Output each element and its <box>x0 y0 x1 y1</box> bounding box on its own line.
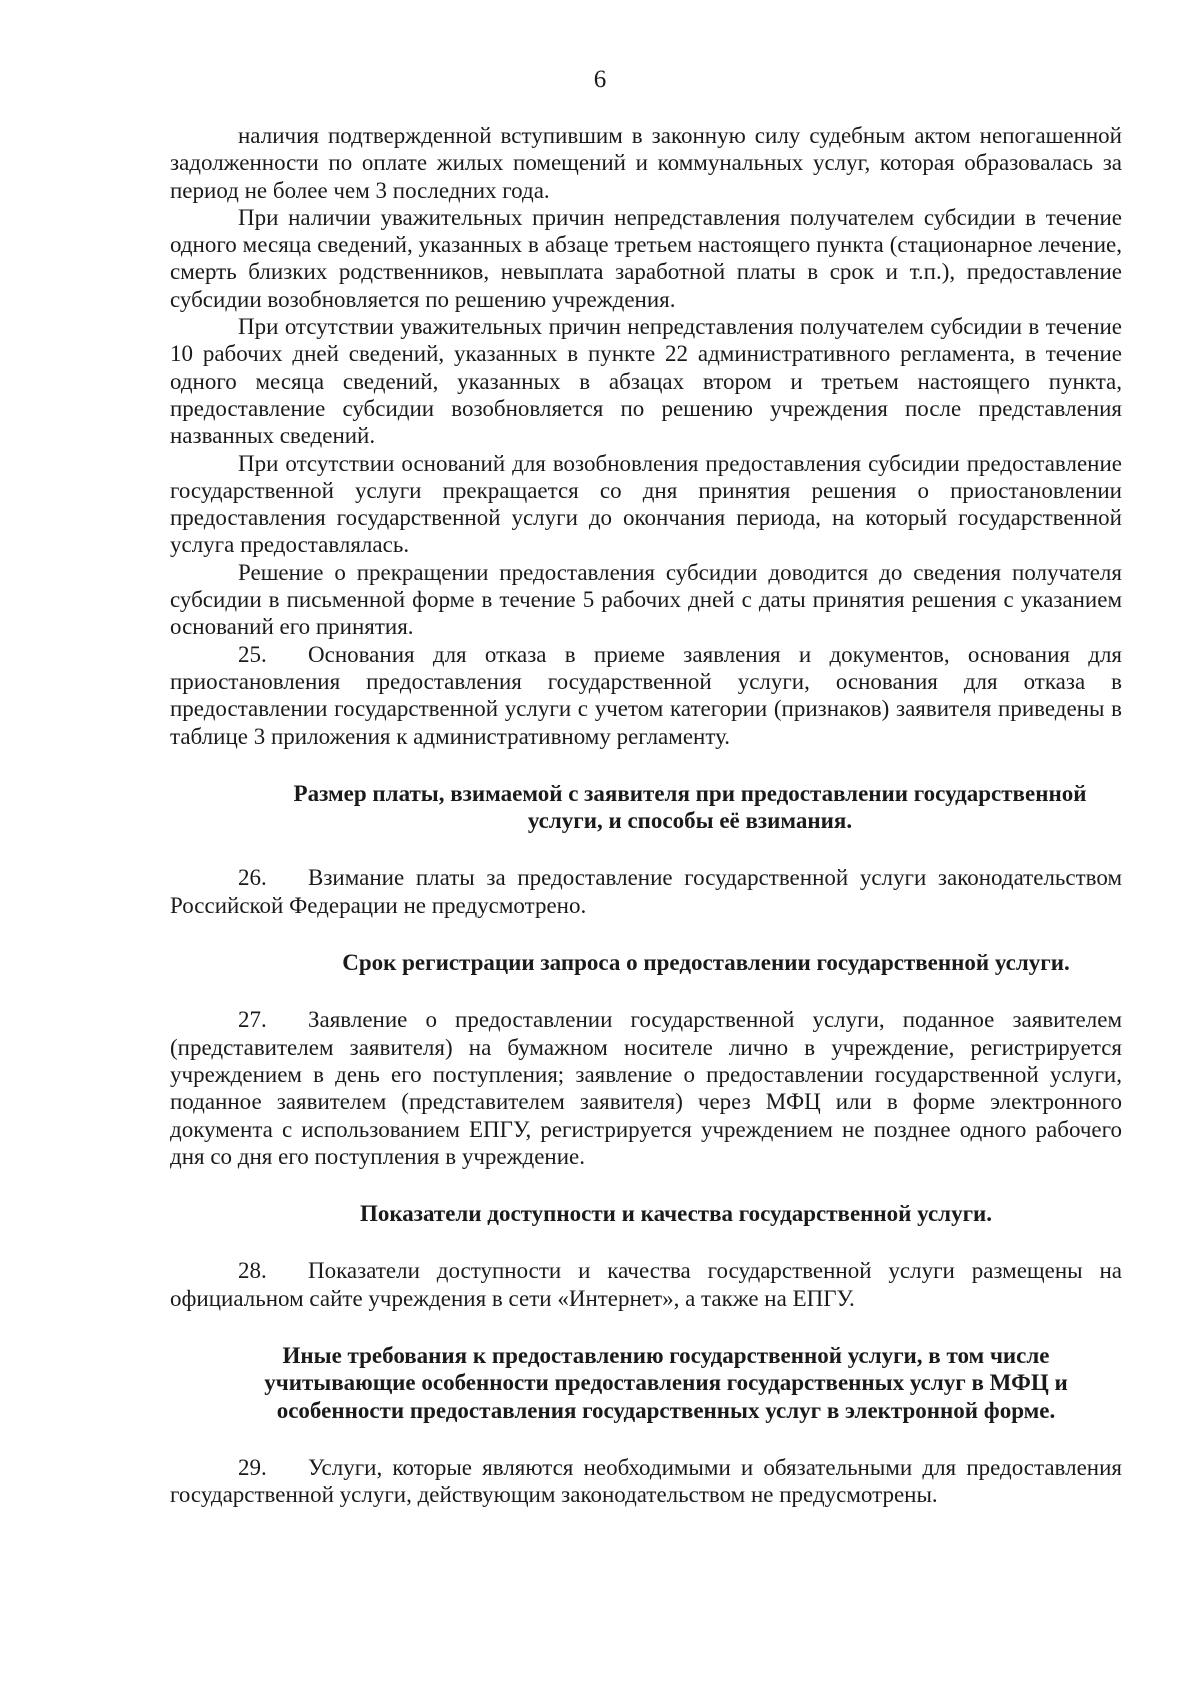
item-28 <box>170 1257 1122 1312</box>
paragraph-continuation: наличия подтвержденной вступившим в законную силу судебным актом непогашенной задолженности по оплате жилых помещений и коммунальных услуг, которая образовалась за период не более чем 3 последних года. <box>170 123 1122 203</box>
item-29-text: Услуги, которые являются необходимыми и обязательными для предоставления государственной услуги, действующим законодательством не предусмотрены. <box>170 1454 1122 1508</box>
item-26-number: 26. <box>238 865 267 891</box>
item-26-text: Взимание платы за предоставление государственной услуги законодательством Российской Федерации не предусмотрено. <box>170 865 1122 918</box>
section-heading-fee: Размер платы, взимаемой с заявителя при предоставлении государственной услуги, и способы её взимания. <box>293 780 1087 834</box>
paragraph-no-valid-reasons: При отсутствии уважительных причин непредставления получателем субсидии в течение 10 рабочих дней сведений, указанных в пункте 22 административного регламента, в течение одного месяца сведений, указанных в абзацах втором и третьем настоящего пункта, предоставление субсидии возобновляется по решению учреждения после представления названных сведений. <box>170 314 1122 449</box>
paragraph-valid-reasons: При наличии уважительных причин непредставления получателем субсидии в течение одного месяца сведений, указанных в абзаце третьем настоящего пункта (стационарное лечение, смерть близких родственников, невыплата заработной платы в срок и т.п.), предоставление субсидии возобновляется по решению учреждения. <box>170 204 1122 312</box>
section-heading-other-requirements: Иные требования к предоставлению государственной услуги, в том числе учитывающие особенности предоставления государственных услуг в МФЦ и особенности предоставления государственных услуг в электронной форме. <box>264 1342 1068 1423</box>
item-26 <box>170 864 1122 919</box>
page-number: 6 <box>593 66 607 93</box>
item-27-number: 27. <box>238 1007 267 1033</box>
paragraph-termination-decision: Решение о прекращении предоставления субсидии доводится до сведения получателя субсидии в письменной форме в течение 5 рабочих дней с даты принятия решения с указанием оснований его принятия. <box>170 559 1122 640</box>
item-28-text: Показатели доступности и качества государственной услуги размещены на официальном сайте учреждения в сети «Интернет», а также на ЕПГУ. <box>170 1258 1122 1311</box>
document-body <box>170 122 1122 1508</box>
section-heading-quality: Показатели доступности и качества государственной услуги. <box>359 1201 993 1227</box>
paragraph-no-grounds: При отсутствии оснований для возобновления предоставления субсидии предоставление государственной услуги прекращается со дня принятия решения о приостановлении предоставления государственной услуги до окончания периода, на который государственной услуга предоставлялась. <box>170 450 1122 558</box>
item-27 <box>170 1006 1122 1170</box>
item-29 <box>170 1454 1122 1509</box>
item-25-number: 25. <box>238 641 267 667</box>
section-heading-registration: Срок регистрации запроса о предоставлении государственной услуги. <box>342 950 1070 976</box>
item-28-number: 28. <box>238 1258 267 1284</box>
item-29-number: 29. <box>238 1454 267 1480</box>
item-25 <box>170 641 1122 750</box>
item-27-text: Заявление о предоставлении государственной услуги, поданное заявителем (представителем заявителя) на бумажном носителе лично в учреждение, регистрируется учреждением в день его поступления; заявление о предоставлении государственной услуги, поданное заявителем (представителем заявителя) через МФЦ или в форме электронного документа с использованием ЕПГУ, регистрируется учреждением не позднее одного рабочего дня со дня его поступления в учреждение. <box>170 1007 1122 1169</box>
item-25-text: Основания для отказа в приеме заявления и документов, основания для приостановления предоставления государственной услуги, основания для отказа в предоставлении государственной услуги с учетом категории (признаков) заявителя приведены в таблице 3 приложения к административному регламенту. <box>170 641 1122 749</box>
